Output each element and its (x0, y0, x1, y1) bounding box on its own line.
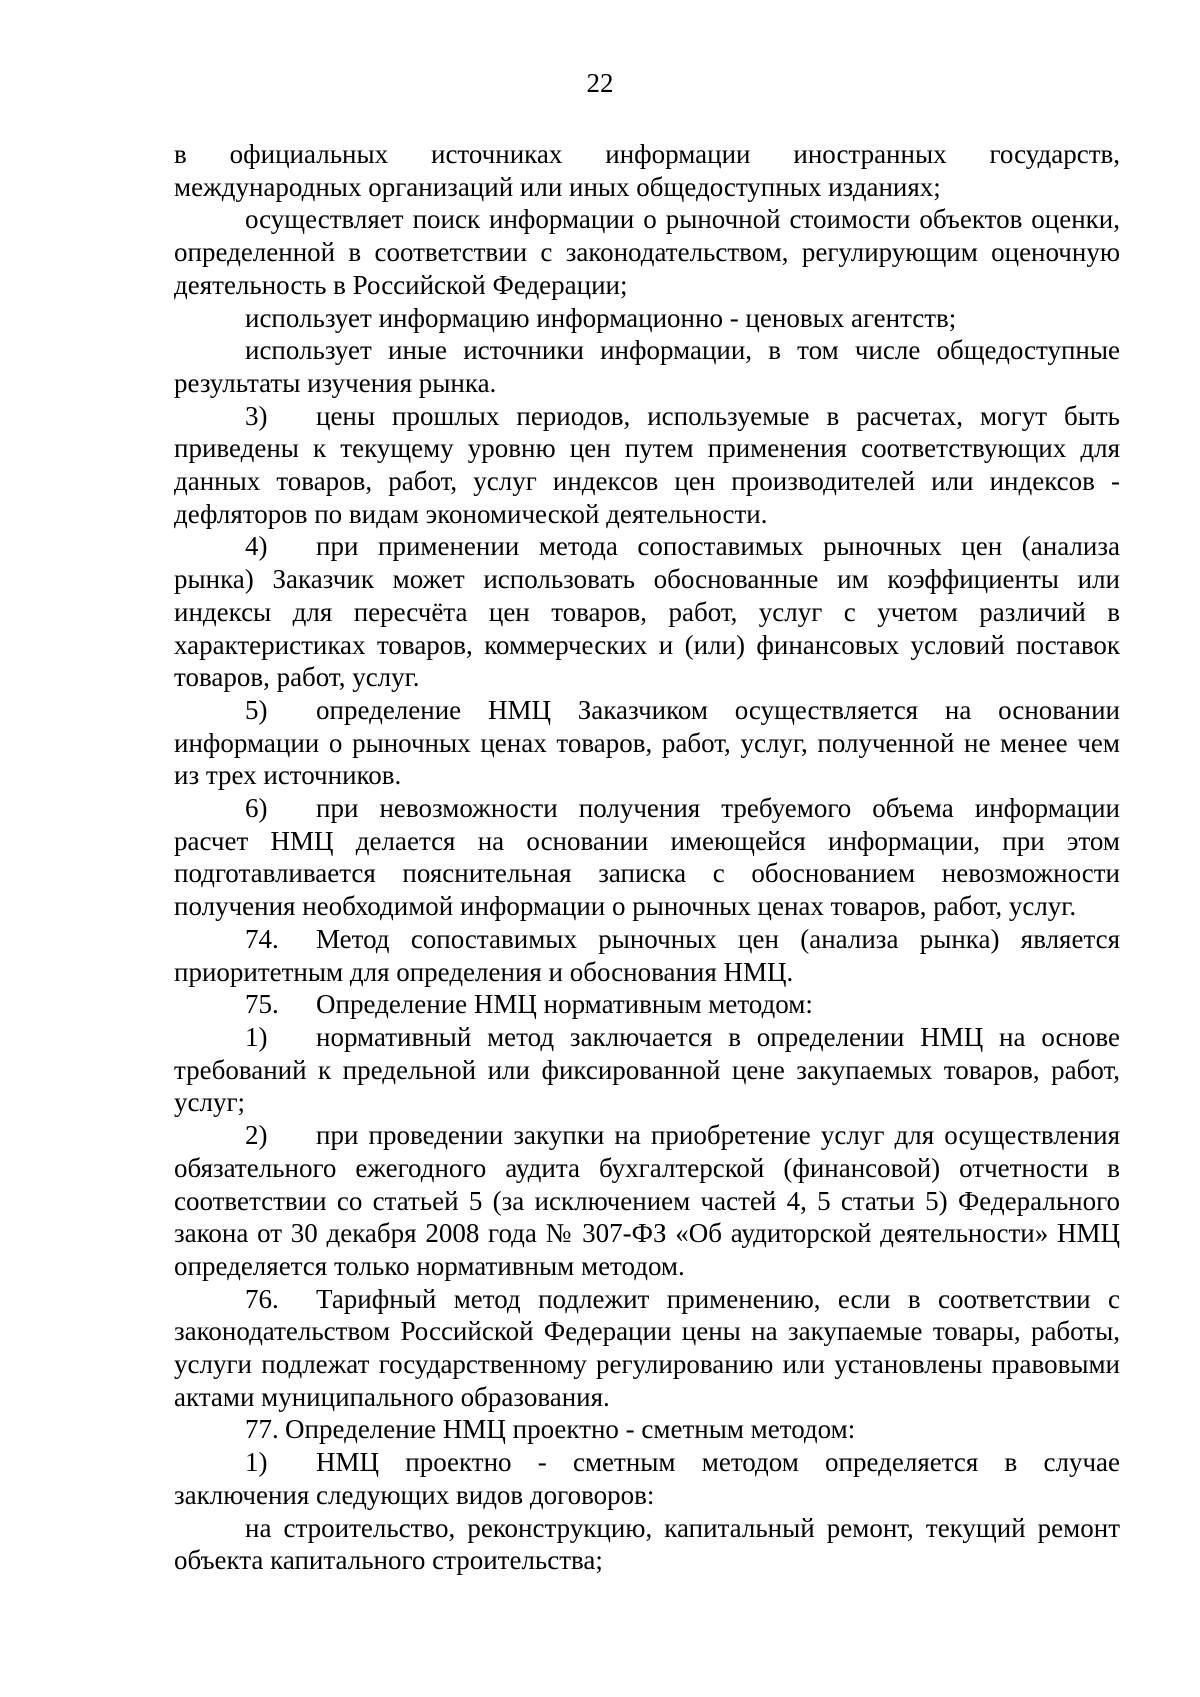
list-item-6 (174, 792, 1120, 923)
list-item-text: при невозможности получения требуемого объема информации расчет НМЦ делается на основании имеющейся информации, при этом подготавливается пояснительная записка с обоснованием невозможности получения необходимой информации о рыночных ценах товаров, работ, услуг. (174, 793, 1120, 922)
list-item-3 (174, 400, 1120, 531)
clause-text: Определение НМЦ нормативным методом: (316, 989, 813, 1020)
list-item-2-audit (174, 1119, 1120, 1283)
clause-text: Метод сопоставимых рыночных цен (анализа рынка) является приоритетным для определения и обоснования НМЦ. (174, 923, 1120, 987)
list-item-text: при проведении закупки на приобретение услуг для осуществления обязательного ежегодного аудита бухгалтерской (финансовой) отчетности в соответствии со статьей 5 (за исключением частей 4, 5 статьи 5) Федерального закона от 30 декабря 2008 года № 307-ФЗ «Об аудиторской деятельности» НМЦ определяется только нормативным методом. (174, 1120, 1120, 1281)
list-item-1-design (174, 1446, 1120, 1511)
paragraph-price-agencies: использует информацию информационно - ценовых агентств; (245, 302, 957, 333)
list-item-5 (174, 694, 1120, 792)
clause-77 (174, 1413, 1120, 1446)
list-item-text: определение НМЦ Заказчиком осуществляется на основании информации о рыночных ценах товаров, работ, услуг, полученной не менее чем из трех источников. (174, 694, 1120, 791)
clause-74 (174, 923, 1120, 988)
clause-number: 75. (245, 989, 279, 1020)
clause-number: 74. (245, 923, 279, 954)
list-item-4 (174, 530, 1120, 694)
list-item-text: цены прошлых периодов, используемые в расчетах, могут быть приведены к текущему уровню цен путем применения соответствующих для данных товаров, работ, услуг индексов цен производителей или индексов - дефляторов по видам экономической деятельности. (174, 400, 1120, 529)
list-item-text: при применении метода сопоставимых рыночных цен (анализа рынка) Заказчик может использовать обоснованные им коэффициенты или индексы для пересчёта цен товаров, работ, услуг с учетом различий в характеристиках товаров, коммерческих и (или) финансовых условий поставок товаров, работ, услуг. (174, 531, 1120, 693)
list-item-number: 6) (245, 793, 268, 824)
paragraph-other-sources: использует иные источники информации, в том числе общедоступные результаты изучения рынка. (174, 335, 1120, 398)
list-item-number: 2) (245, 1120, 268, 1151)
list-item-number: 5) (245, 694, 268, 725)
list-item-1-normative (174, 1021, 1120, 1119)
clause-number: 76. (245, 1283, 279, 1314)
list-item-number: 4) (245, 531, 268, 562)
clause-76 (174, 1283, 1120, 1414)
list-item-number: 3) (245, 400, 268, 431)
paragraph-market-value-search: осуществляет поиск информации о рыночной стоимости объектов оценки, определенной в соответствии с законодательством, регулирующим оценочную деятельность в Российской Федерации; (174, 204, 1120, 300)
clause-text: Определение НМЦ проектно - сметным методом: (285, 1414, 856, 1445)
clause-text: Тарифный метод подлежит применению, если в соответствии с законодательством Российской Федерации цены на закупаемые товары, работы, услуги подлежат государственному регулированию или установлены правовыми актами муниципального образования. (174, 1283, 1120, 1412)
clause-75 (174, 988, 1120, 1021)
list-item-number: 1) (245, 1021, 268, 1052)
list-item-text: нормативный метод заключается в определении НМЦ на основе требований к предельной или фиксированной цене закупаемых товаров, работ, услуг; (174, 1021, 1120, 1118)
list-item-text: НМЦ проектно - сметным методом определяется в случае заключения следующих видов договоров: (174, 1447, 1120, 1510)
page-number: 22 (586, 68, 614, 98)
document-body (174, 138, 1120, 1577)
clause-number: 77. (245, 1414, 279, 1445)
paragraph-sources-foreign: в официальных источниках информации иностранных государств, международных организаций или иных общедоступных изданиях; (174, 139, 1120, 202)
paragraph-construction: на строительство, реконструкцию, капитальный ремонт, текущий ремонт объекта капитального строительства; (174, 1512, 1120, 1576)
list-item-number: 1) (245, 1447, 268, 1478)
